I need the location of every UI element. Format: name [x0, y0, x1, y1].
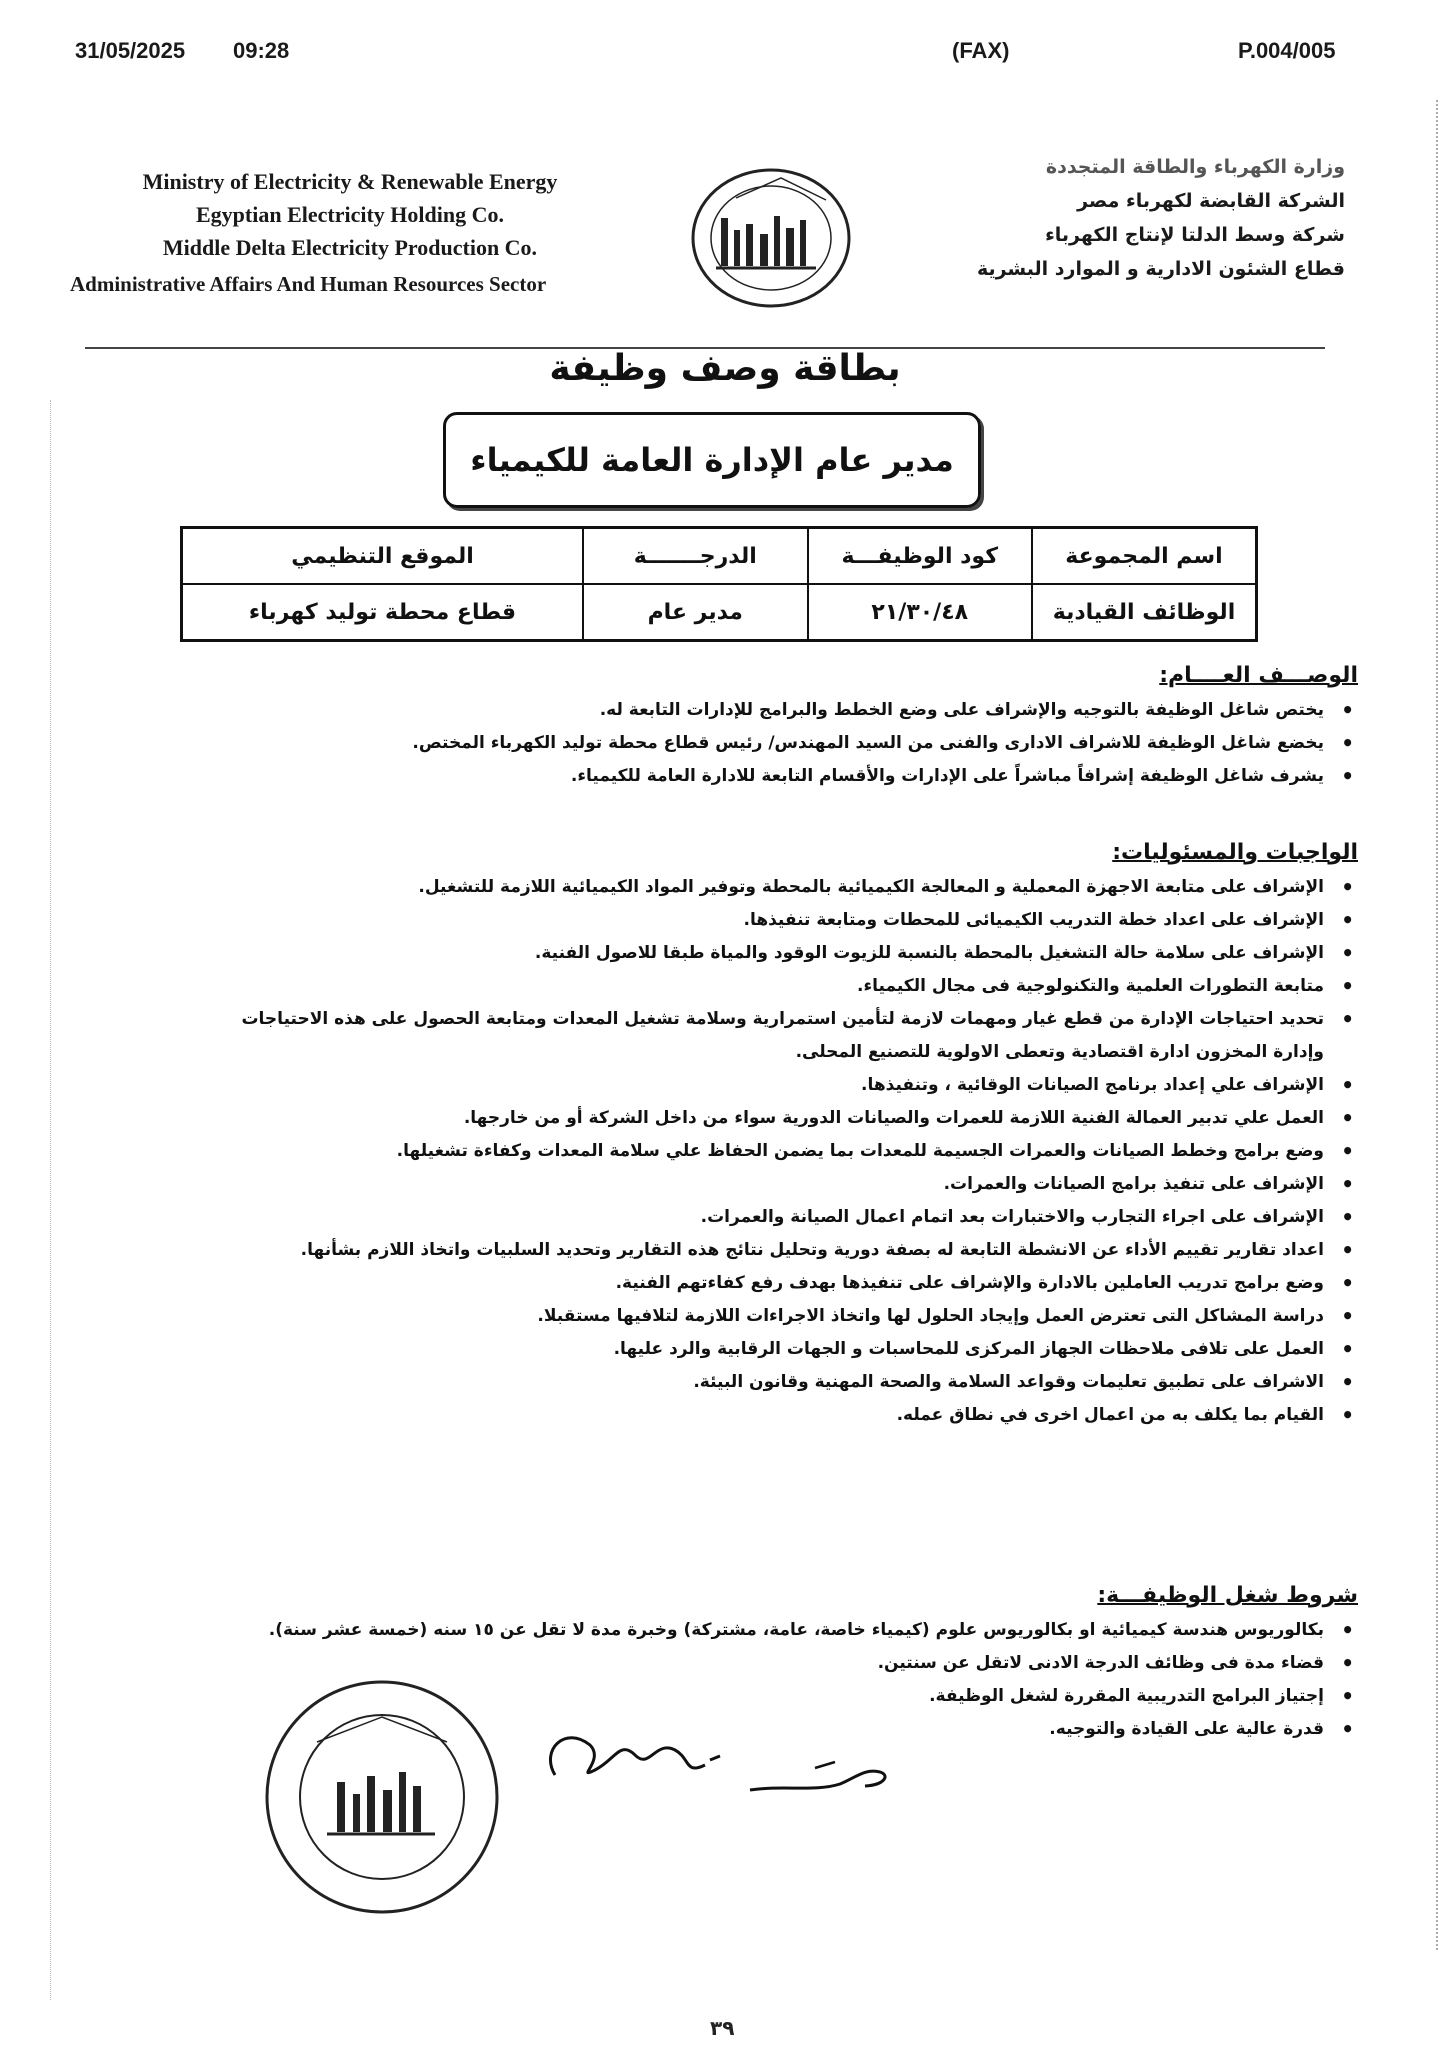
list-item: • الإشراف على اعداد خطة التدريب الكيميائى للمحطات ومتابعة تنفيذها. [208, 904, 1358, 937]
list-item: • يشرف شاغل الوظيفة إشرافاً مباشراً على الإدارات والأقسام التابعة للادارة العامة للكيمياء. [208, 760, 1358, 793]
list-item: • الإشراف على اجراء التجارب والاختبارات بعد اتمام اعمال الصيانة والعمرات. [208, 1201, 1358, 1234]
table-cell: قطاع محطة توليد كهرباء [182, 584, 584, 641]
company-logo-seal-icon [676, 158, 866, 318]
fax-label: (FAX) [952, 38, 1010, 63]
section-heading: الوصـــف العــــام: [1159, 663, 1358, 688]
document-title: بطاقة وصف وظيفة [549, 348, 901, 389]
list-item: • الإشراف على سلامة حالة التشغيل بالمحطة بالنسبة للزيوت الوقود والمياة طبقا للاصول الفنية. [208, 937, 1358, 970]
company-seal-stamp-icon [257, 1672, 507, 1922]
list-item: • الاشراف على تطبيق تعليمات وقواعد السلامة والصحة المهنية وقانون البيئة. [208, 1366, 1358, 1399]
ministry-name-en: Ministry of Electricity & Renewable Energy [142, 169, 558, 194]
list-item: • اعداد تقارير تقييم الأداء عن الانشطة التابعة له بصفة دورية وتحليل نتائج هذه التقارير وتحديد السلبيات واتخاذ اللازم بشأنها. [208, 1234, 1358, 1267]
list-item: • وضع برامج وخطط الصيانات والعمرات الجسيمة للمعدات بما يضمن الحفاظ علي سلامة المعدات وكفاءة تشغيلها. [208, 1135, 1358, 1168]
job-info-table [180, 526, 1258, 642]
company-name-en: Middle Delta Electricity Production Co. [162, 235, 538, 260]
holding-company-ar: الشركة القابضة لكهرباء مصر [1077, 190, 1345, 212]
handwritten-signature-icon [745, 1740, 895, 1810]
section-heading: الواجبات والمسئوليات: [1112, 840, 1358, 865]
list-item: • يختص شاغل الوظيفة بالتوجيه والإشراف على وضع الخطط والبرامج للإدارات التابعة له. [208, 694, 1358, 727]
table-cell: الوظائف القيادية [1032, 584, 1257, 641]
list-item: • العمل على تلافى ملاحظات الجهاز المركزى للمحاسبات و الجهات الرقابية والرد عليها. [208, 1333, 1358, 1366]
sector-name-en: Administrative Affairs And Human Resources Sector [70, 272, 547, 296]
fax-date: 31/05/2025 [75, 38, 186, 63]
table-header-row [182, 528, 1257, 585]
list-item: • يخضع شاغل الوظيفة للاشراف الادارى والفنى من السيد المهندس/ رئيس قطاع محطة توليد الكهرباء المختص. [208, 727, 1358, 760]
list-item: • بكالوريوس هندسة كيميائية او بكالوريوس علوم (كيمياء خاصة، عامة، مشتركة) وخبرة مدة لا تقل عن ١٥ سنه (خمسة عشر سنة). [208, 1614, 1358, 1647]
list-item: • إجتياز البرامج التدريبية المقررة لشغل الوظيفة. [208, 1680, 1358, 1713]
general-description-section [208, 663, 1358, 793]
table-header-cell: الدرجـــــــة [583, 528, 808, 585]
handwritten-signature-icon [535, 1720, 735, 1800]
scan-margin-noise [50, 400, 57, 2000]
position-title: مدير عام الإدارة العامة للكيمياء [470, 441, 954, 479]
sector-name-ar: قطاع الشئون الادارية و الموارد البشرية [976, 258, 1345, 280]
list-item: • قدرة عالية على القيادة والتوجيه. [208, 1713, 1358, 1746]
list-item: • وضع برامج تدريب العاملين بالادارة والإشراف على تنفيذها بهدف رفع كفاءتهم الفنية. [208, 1267, 1358, 1300]
list-item: • الإشراف على تنفيذ برامج الصيانات والعمرات. [208, 1168, 1358, 1201]
holding-company-en: Egyptian Electricity Holding Co. [196, 202, 504, 227]
list-item: • قضاء مدة فى وظائف الدرجة الادنى لاتقل عن سنتين. [208, 1647, 1358, 1680]
table-cell: ٢١/٣٠/٤٨ [808, 584, 1033, 641]
ministry-name-ar: وزارة الكهرباء والطاقة المتجددة [1045, 156, 1345, 178]
list-item: • العمل علي تدبير العمالة الفنية اللازمة للعمرات والصيانات الدورية سواء من داخل الشركة أو من خارجها. [208, 1102, 1358, 1135]
list-item: • الإشراف على متابعة الاجهزة المعملية و المعالجة الكيميائية بالمحطة وتوفير المواد الكيميائية اللازمة للتشغيل. [208, 871, 1358, 904]
duties-list [208, 871, 1358, 1432]
general-description-list [208, 694, 1358, 793]
table-cell: مدير عام [583, 584, 808, 641]
list-item: • القيام بما يكلف به من اعمال اخرى في نطاق عمله. [208, 1399, 1358, 1432]
position-title-box [443, 412, 981, 508]
fax-time: 09:28 [233, 38, 290, 63]
table-row [182, 584, 1257, 641]
duties-section [208, 840, 1358, 1432]
list-item: • الإشراف علي إعداد برنامج الصيانات الوقائية ، وتنفيذها. [208, 1069, 1358, 1102]
table-header-cell: اسم المجموعة [1032, 528, 1257, 585]
letterhead-english [70, 165, 630, 301]
section-heading: شروط شغل الوظيفـــة: [1097, 1583, 1358, 1608]
fax-page: P.004/005 [1238, 38, 1336, 63]
company-name-ar: شركة وسط الدلتا لإنتاج الكهرباء [1045, 224, 1345, 246]
table-header-cell: الموقع التنظيمي [182, 528, 584, 585]
fax-edge-noise [1433, 100, 1438, 1950]
list-item: • متابعة التطورات العلمية والتكنولوجية فى مجال الكيمياء. [208, 970, 1358, 1003]
letterhead-arabic [965, 150, 1345, 286]
page-number: ٣٩ [710, 2016, 735, 2040]
list-item: • دراسة المشاكل التى تعترض العمل وإيجاد الحلول لها واتخاذ الاجراءات اللازمة لتلافيها مستقبلا. [208, 1300, 1358, 1333]
table-header-cell: كود الوظيفـــة [808, 528, 1033, 585]
list-item: • تحديد احتياجات الإدارة من قطع غيار ومهمات لازمة لتأمين استمرارية وسلامة تشغيل المعدات ومتابعة الحصول على هذه الاحتياجات وإدارة المخزون ادارة اقتصادية وتعطى الاولوية للتصنيع المحلى. [208, 1003, 1358, 1069]
